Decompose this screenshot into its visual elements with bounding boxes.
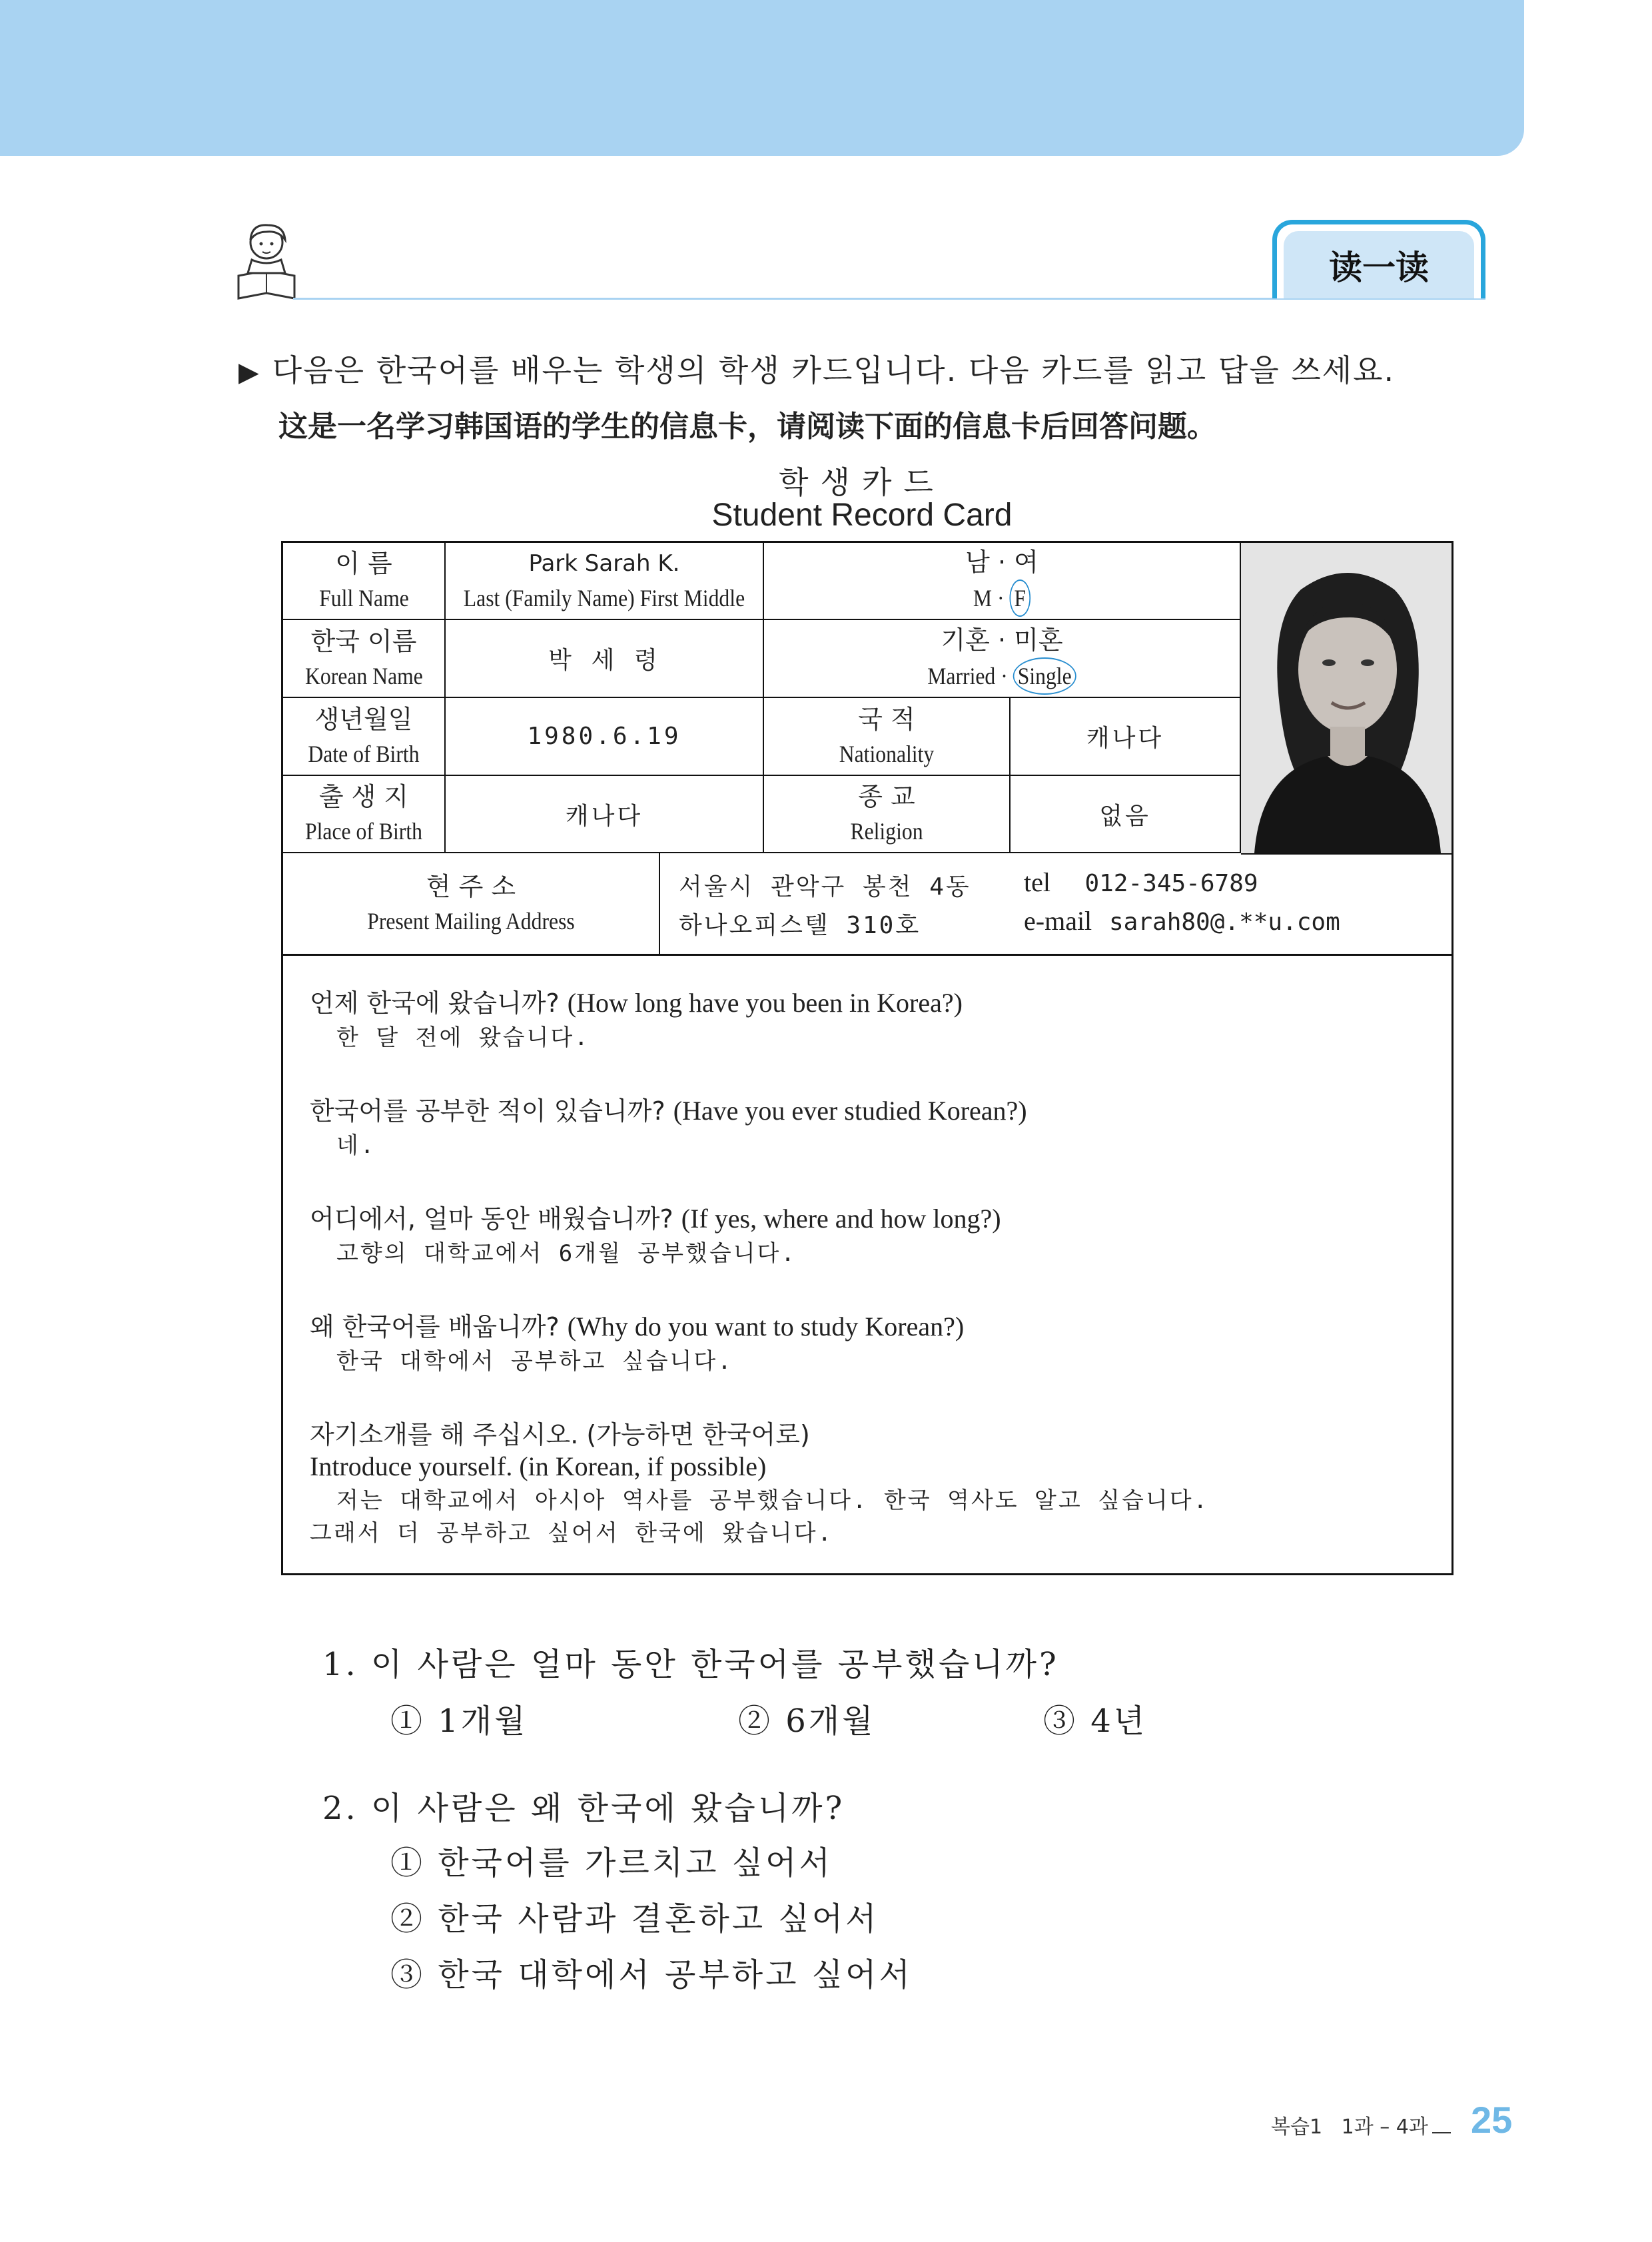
student-portrait-icon bbox=[1241, 543, 1451, 853]
instruction-chinese: 这是一名学习韩国语的学生的信息卡，请阅读下面的信息卡后回答问题。 bbox=[278, 410, 1216, 444]
qa-question-en: (If yes, where and how long?) bbox=[681, 1204, 1001, 1234]
footer-section bbox=[1271, 2110, 1451, 2139]
section-tab-label: 读一读 bbox=[1284, 231, 1474, 298]
footer-range: 1과 – 4과 bbox=[1341, 2115, 1428, 2139]
pob-label bbox=[283, 776, 446, 853]
intro-question-ko: 자기소개를 해 주십시오. (가능하면 한국어로) bbox=[310, 1420, 810, 1449]
qa-question-ko: 한국어를 공부한 적이 있습니까? bbox=[310, 1096, 665, 1126]
exercise-question-2: 2. 이 사람은 왜 한국에 왔습니까? bbox=[322, 1790, 845, 1827]
student-photo bbox=[1241, 543, 1451, 855]
marital-married-option: Married · bbox=[927, 662, 1008, 689]
marital-single-option: Single bbox=[1013, 657, 1076, 695]
korean-name-value: 박 세 령 bbox=[548, 647, 660, 674]
student-record-card bbox=[281, 541, 1453, 1575]
tel-value: 012-345-6789 bbox=[1084, 870, 1258, 897]
footer-section-label: 복습1 bbox=[1271, 2115, 1323, 2139]
intro-answer-line-1: 저는 대학교에서 아시아 역사를 공부했습니다. 한국 역사도 알고 싶습니다. bbox=[336, 1487, 1210, 1514]
korean-name-value-cell bbox=[446, 620, 764, 698]
marital-cell bbox=[764, 620, 1241, 698]
pob-label-ko: 출 생 지 bbox=[318, 782, 409, 811]
qa-intro bbox=[310, 1414, 1209, 1547]
dob-value: 1980.6.19 bbox=[527, 723, 681, 750]
email-label: e-mail bbox=[1024, 906, 1092, 936]
address-label-ko: 현 주 소 bbox=[426, 871, 516, 901]
qa-item bbox=[310, 982, 963, 1052]
qa-question-en: (How long have you been in Korea?) bbox=[567, 988, 963, 1018]
gender-label-ko: 남 · 여 bbox=[965, 548, 1038, 577]
qa-answer: 한 달 전에 왔습니다. bbox=[336, 1024, 590, 1051]
religion-label-ko: 종 교 bbox=[858, 782, 915, 811]
full-name-label bbox=[283, 543, 446, 620]
email-value: sarah80@.**u.com bbox=[1109, 909, 1340, 936]
full-name-label-en: Full Name bbox=[318, 585, 409, 611]
address-line-2: 하나오피스텔 310호 bbox=[679, 912, 921, 939]
exercise-1-option-3[interactable]: ③ 4년 bbox=[1043, 1702, 1148, 1740]
address-row bbox=[283, 853, 1451, 956]
marital-label-en bbox=[927, 657, 1076, 695]
full-name-label-ko: 이 름 bbox=[335, 549, 392, 578]
instruction-korean bbox=[238, 346, 1395, 390]
qa-item bbox=[310, 1306, 964, 1375]
page-number: 25 bbox=[1471, 2099, 1513, 2141]
korean-name-label-ko: 한국 이름 bbox=[310, 626, 417, 656]
marital-label-ko: 기혼 · 미혼 bbox=[941, 625, 1063, 655]
intro-answer-line-2: 그래서 더 공부하고 싶어서 한국에 왔습니다. bbox=[310, 1520, 834, 1547]
nationality-value: 캐나다 bbox=[1086, 725, 1164, 752]
qa-answer: 고향의 대학교에서 6개월 공부했습니다. bbox=[336, 1240, 797, 1267]
exercise-1-option-1[interactable]: ① 1개월 bbox=[390, 1702, 528, 1740]
gender-male-option: M · bbox=[973, 585, 1005, 611]
header-band bbox=[0, 0, 1524, 156]
exercise-2-option-1[interactable]: ① 한국어를 가르치고 싶어서 bbox=[390, 1844, 833, 1882]
pob-value: 캐나다 bbox=[565, 802, 643, 830]
full-name-value-cell bbox=[446, 543, 764, 620]
tel-row bbox=[1024, 867, 1258, 898]
qa-question-ko: 어디에서, 얼마 동안 배웠습니까? bbox=[310, 1204, 673, 1234]
qa-question-ko: 언제 한국에 왔습니까? bbox=[310, 988, 560, 1018]
address-label bbox=[283, 853, 660, 954]
instruction-korean-text: 다음은 한국어를 배우는 학생의 학생 카드입니다. 다음 카드를 읽고 답을 쓰세요. bbox=[272, 352, 1396, 388]
dob-label-en: Date of Birth bbox=[308, 740, 420, 767]
pob-value-cell bbox=[446, 776, 764, 853]
tel-label: tel bbox=[1024, 867, 1050, 897]
nationality-label bbox=[764, 698, 1011, 776]
section-tab bbox=[1272, 220, 1485, 298]
card-title-english: Student Record Card bbox=[711, 498, 1013, 533]
nationality-label-en: Nationality bbox=[839, 740, 935, 767]
gender-cell bbox=[764, 543, 1241, 620]
exercise-2-option-2[interactable]: ② 한국 사람과 결혼하고 싶어서 bbox=[390, 1900, 879, 1938]
korean-name-label-en: Korean Name bbox=[304, 662, 423, 689]
email-row bbox=[1024, 905, 1340, 936]
exercise-2-option-3[interactable]: ③ 한국 대학에서 공부하고 싶어서 bbox=[390, 1956, 913, 1994]
religion-label bbox=[764, 776, 1011, 853]
qa-answer: 한국 대학에서 공부하고 싶습니다. bbox=[336, 1348, 733, 1375]
nationality-label-ko: 국 적 bbox=[858, 704, 915, 734]
gender-label-en bbox=[973, 579, 1031, 617]
korean-name-label bbox=[283, 620, 446, 698]
qa-item bbox=[310, 1198, 1001, 1268]
gender-female-option: F bbox=[1009, 579, 1031, 617]
address-line-1: 서울시 관악구 봉천 4동 bbox=[679, 873, 971, 901]
qa-item bbox=[310, 1090, 1027, 1160]
nationality-value-cell bbox=[1011, 698, 1241, 776]
address-label-en: Present Mailing Address bbox=[367, 907, 575, 934]
dob-label bbox=[283, 698, 446, 776]
dob-value-cell bbox=[446, 698, 764, 776]
card-title-korean: 학생카드 bbox=[779, 464, 945, 500]
reading-girl-icon bbox=[232, 220, 306, 305]
dob-label-ko: 생년월일 bbox=[314, 704, 413, 734]
full-name-sublabel: Last (Family Name) First Middle bbox=[463, 585, 745, 611]
religion-value-cell bbox=[1011, 776, 1241, 853]
pob-label-en: Place of Birth bbox=[305, 818, 422, 845]
qa-question-en: (Have you ever studied Korean?) bbox=[673, 1096, 1027, 1126]
full-name-value: Park Sarah K. bbox=[528, 550, 680, 577]
religion-label-en: Religion bbox=[850, 818, 923, 845]
qa-answer: 네. bbox=[336, 1132, 376, 1159]
qa-question-ko: 왜 한국어를 배웁니까? bbox=[310, 1312, 560, 1341]
qa-question-en: (Why do you want to study Korean?) bbox=[567, 1311, 965, 1341]
play-triangle-icon: ▶ bbox=[238, 357, 260, 388]
exercise-question-1: 1. 이 사람은 얼마 동안 한국어를 공부했습니까? bbox=[322, 1646, 1059, 1683]
footer-underline bbox=[1432, 2132, 1451, 2133]
exercise-1-option-2[interactable]: ② 6개월 bbox=[738, 1702, 876, 1740]
religion-value: 없음 bbox=[1099, 802, 1151, 830]
intro-question-en: Introduce yourself. (in Korean, if possible) bbox=[310, 1451, 767, 1481]
